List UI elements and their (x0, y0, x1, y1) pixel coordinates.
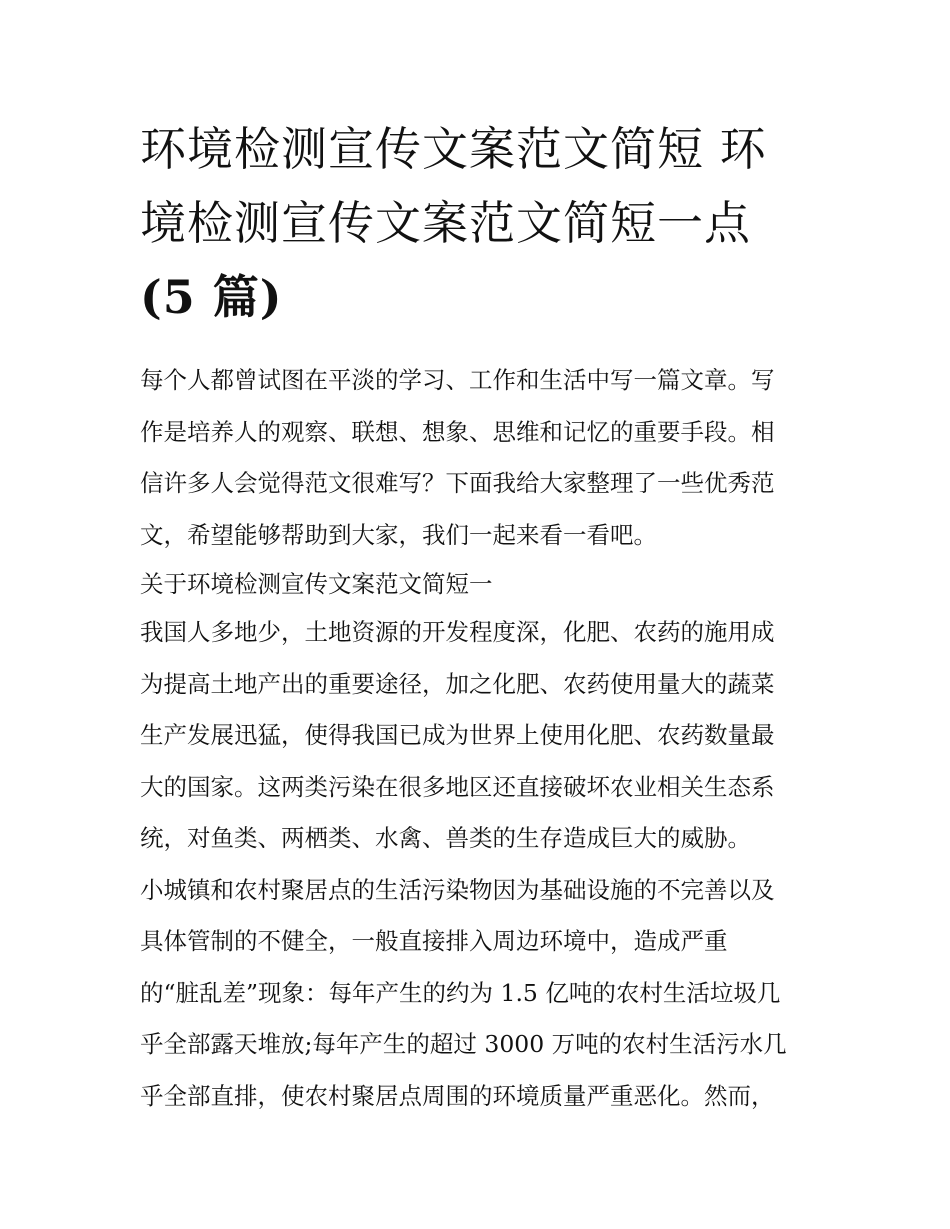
intro-line-2: 作是培养人的观察、联想、想象、思维和记忆的重要手段。相 (140, 417, 775, 446)
title-line-1: 环境检测宣传文案范文简短 环 (140, 122, 767, 176)
paragraph-2-line-5: 乎全部直排，使农村聚居点周围的环境质量严重恶化。然而， (140, 1081, 775, 1110)
paragraph-1-line-5: 统，对鱼类、两栖类、水禽、兽类的生存造成巨大的威胁。 (140, 824, 751, 852)
intro-paragraph (140, 355, 820, 561)
paragraph-2-line-2: 具体管制的不健全，一般直接排入周边环境中，造成严重 (140, 927, 728, 955)
title-line-2: 境检测宣传文案范文简短一点 (140, 196, 751, 250)
intro-line-1: 每个人都曾试图在平淡的学习、工作和生活中写一篇文章。写 (140, 366, 775, 394)
paragraph-1-line-1: 我国人多地少，土地资源的开发程度深，化肥、农药的施用成 (140, 618, 775, 646)
paragraph-2-line-4: 乎全部露天堆放;每年产生的超过 3000 万吨的农村生活污水几 (140, 1030, 787, 1058)
document-title (140, 112, 820, 334)
document-body (140, 355, 820, 1122)
paragraph-1 (140, 607, 820, 865)
paragraph-1-line-3: 生产发展迅猛，使得我国已成为世界上使用化肥、农药数量最 (140, 721, 775, 749)
intro-line-3: 信许多人会觉得范文很难写？下面我给大家整理了一些优秀范 (140, 469, 775, 497)
paragraph-2 (140, 865, 820, 1123)
section-heading: 关于环境检测宣传文案范文简短一 (140, 570, 493, 598)
paragraph-1-line-4: 大的国家。这两类污染在很多地区还直接破坏农业相关生态系 (140, 772, 775, 801)
paragraph-2-line-1: 小城镇和农村聚居点的生活污染物因为基础设施的不完善以及 (140, 875, 775, 904)
title-line-3: (5 篇) (140, 270, 283, 324)
paragraph-2-line-3: 的“脏乱差”现象：每年产生的约为 1.5 亿吨的农村生活垃圾几 (140, 978, 781, 1007)
paragraph-1-line-2: 为提高土地产出的重要途径，加之化肥、农药使用量大的蔬菜 (140, 669, 775, 698)
intro-line-4: 文，希望能够帮助到大家，我们一起来看一看吧。 (140, 520, 657, 549)
